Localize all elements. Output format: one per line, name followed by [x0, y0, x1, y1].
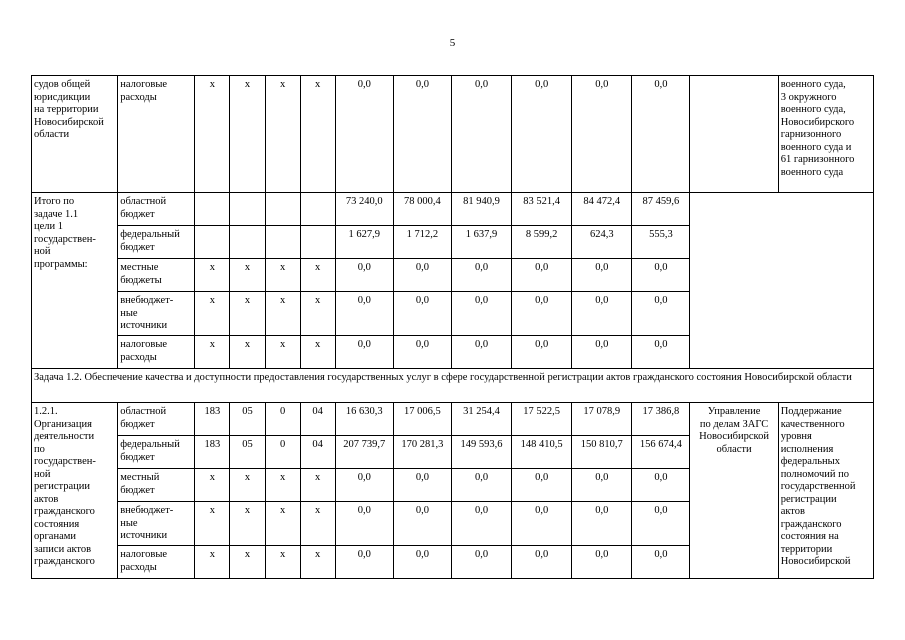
amount-cell: 0,0: [572, 469, 632, 502]
table-row-measure: [32, 403, 874, 436]
amount-cell: 78 000,4: [393, 193, 451, 226]
code-cell: x: [195, 469, 230, 502]
amount-cell: 0,0: [632, 76, 690, 193]
total-source-cell: налоговые расходы: [118, 336, 195, 369]
measure-source-cell: федеральный бюджет: [118, 436, 195, 469]
amount-cell: 0,0: [335, 502, 393, 546]
table-row-top: [32, 76, 874, 193]
amount-cell: 0,0: [512, 292, 572, 336]
amount-cell: 0,0: [393, 76, 451, 193]
amount-cell: 0,0: [632, 502, 690, 546]
amount-cell: 0,0: [393, 469, 451, 502]
amount-cell: 170 281,3: [393, 436, 451, 469]
amount-cell: 148 410,5: [512, 436, 572, 469]
code-cell: 183: [195, 436, 230, 469]
task-heading-cell: Задача 1.2. Обеспечение качества и доступности предоставления государственных услуг в сфере государственной регистрации актов гражданского состояния Новосибирской области: [32, 369, 874, 403]
code-cell: x: [230, 502, 265, 546]
code-cell: 0: [265, 436, 300, 469]
amount-cell: 156 674,4: [632, 436, 690, 469]
code-cell: [195, 193, 230, 226]
amount-cell: 0,0: [632, 336, 690, 369]
amount-cell: 17 006,5: [393, 403, 451, 436]
code-cell: x: [300, 502, 335, 546]
amount-cell: 73 240,0: [335, 193, 393, 226]
responsible-cell: Управление по делам ЗАГС Новосибирской области: [690, 403, 778, 579]
table-row-task: [32, 369, 874, 403]
code-cell: x: [195, 292, 230, 336]
code-cell: x: [230, 76, 265, 193]
code-cell: x: [230, 292, 265, 336]
amount-cell: 0,0: [512, 76, 572, 193]
code-cell: x: [265, 502, 300, 546]
amount-cell: 0,0: [335, 292, 393, 336]
amount-cell: 0,0: [451, 469, 511, 502]
measure-name-cell: судов общей юрисдикции на территории Новосибирской области: [32, 76, 118, 193]
total-source-cell: местные бюджеты: [118, 259, 195, 292]
code-cell: x: [265, 469, 300, 502]
code-cell: x: [265, 336, 300, 369]
code-cell: x: [265, 292, 300, 336]
code-cell: x: [195, 502, 230, 546]
total-source-cell: федеральный бюджет: [118, 226, 195, 259]
empty-cell: [690, 193, 874, 369]
amount-cell: 0,0: [451, 259, 511, 292]
amount-cell: 0,0: [451, 76, 511, 193]
code-cell: x: [230, 546, 265, 579]
measure-name-cell: 1.2.1. Организация деятельности по государствен- ной регистрации актов гражданского состояния органами записи актов гражданского: [32, 403, 118, 579]
code-cell: [300, 226, 335, 259]
amount-cell: 0,0: [393, 292, 451, 336]
code-cell: x: [230, 469, 265, 502]
total-label-cell: Итого по задаче 1.1 цели 1 государствен- ной программы:: [32, 193, 118, 369]
amount-cell: 0,0: [632, 292, 690, 336]
code-cell: x: [265, 76, 300, 193]
amount-cell: 0,0: [572, 76, 632, 193]
code-cell: x: [230, 336, 265, 369]
code-cell: x: [265, 546, 300, 579]
amount-cell: 0,0: [335, 546, 393, 579]
amount-cell: 0,0: [335, 259, 393, 292]
responsible-cell: [690, 76, 778, 193]
code-cell: x: [195, 336, 230, 369]
amount-cell: 0,0: [512, 546, 572, 579]
program-table: [31, 75, 874, 579]
code-cell: [300, 193, 335, 226]
code-cell: 05: [230, 403, 265, 436]
table-row-total: [32, 193, 874, 226]
code-cell: x: [300, 469, 335, 502]
code-cell: [230, 193, 265, 226]
code-cell: x: [195, 259, 230, 292]
amount-cell: 81 940,9: [451, 193, 511, 226]
code-cell: 04: [300, 403, 335, 436]
measure-source-cell: внебюджет- ные источники: [118, 502, 195, 546]
amount-cell: 87 459,6: [632, 193, 690, 226]
code-cell: x: [230, 259, 265, 292]
amount-cell: 0,0: [572, 259, 632, 292]
measure-source-cell: местный бюджет: [118, 469, 195, 502]
code-cell: x: [195, 76, 230, 193]
code-cell: 0: [265, 403, 300, 436]
amount-cell: 0,0: [512, 502, 572, 546]
amount-cell: 31 254,4: [451, 403, 511, 436]
amount-cell: 0,0: [393, 546, 451, 579]
amount-cell: 0,0: [632, 259, 690, 292]
amount-cell: 0,0: [512, 336, 572, 369]
amount-cell: 150 810,7: [572, 436, 632, 469]
amount-cell: 0,0: [572, 336, 632, 369]
amount-cell: 0,0: [451, 336, 511, 369]
amount-cell: 1 637,9: [451, 226, 511, 259]
code-cell: [230, 226, 265, 259]
amount-cell: 0,0: [335, 336, 393, 369]
amount-cell: 17 522,5: [512, 403, 572, 436]
amount-cell: 0,0: [572, 546, 632, 579]
amount-cell: 1 712,2: [393, 226, 451, 259]
amount-cell: 1 627,9: [335, 226, 393, 259]
code-cell: x: [265, 259, 300, 292]
amount-cell: 0,0: [393, 502, 451, 546]
code-cell: x: [300, 259, 335, 292]
amount-cell: 0,0: [393, 259, 451, 292]
amount-cell: 0,0: [632, 469, 690, 502]
amount-cell: 16 630,3: [335, 403, 393, 436]
amount-cell: 8 599,2: [512, 226, 572, 259]
table-body: [32, 76, 874, 579]
code-cell: x: [300, 76, 335, 193]
code-cell: 183: [195, 403, 230, 436]
amount-cell: 207 739,7: [335, 436, 393, 469]
amount-cell: 0,0: [335, 76, 393, 193]
amount-cell: 624,3: [572, 226, 632, 259]
measure-source-cell: налоговые расходы: [118, 546, 195, 579]
code-cell: x: [195, 546, 230, 579]
amount-cell: 0,0: [572, 292, 632, 336]
code-cell: 05: [230, 436, 265, 469]
code-cell: x: [300, 546, 335, 579]
code-cell: 04: [300, 436, 335, 469]
code-cell: [195, 226, 230, 259]
code-cell: [265, 193, 300, 226]
amount-cell: 0,0: [393, 336, 451, 369]
amount-cell: 0,0: [335, 469, 393, 502]
amount-cell: 0,0: [512, 259, 572, 292]
measure-source-cell: областной бюджет: [118, 403, 195, 436]
result-cell: военного суда, 3 окружного военного суда, Новосибирского гарнизонного военного суда и 61 гарнизонного военного суда: [778, 76, 873, 193]
code-cell: x: [300, 336, 335, 369]
top-source-cell: налоговые расходы: [118, 76, 195, 193]
total-source-cell: внебюджет- ные источники: [118, 292, 195, 336]
page-number: 5: [449, 37, 456, 49]
code-cell: x: [300, 292, 335, 336]
result-cell: Поддержание качественного уровня исполнения федеральных полномочий по государственной регистрации актов гражданского состояния на территории Новосибирской: [778, 403, 873, 579]
amount-cell: 0,0: [632, 546, 690, 579]
amount-cell: 0,0: [572, 502, 632, 546]
code-cell: [265, 226, 300, 259]
amount-cell: 17 078,9: [572, 403, 632, 436]
total-source-cell: областной бюджет: [118, 193, 195, 226]
amount-cell: 0,0: [512, 469, 572, 502]
amount-cell: 17 386,8: [632, 403, 690, 436]
amount-cell: 83 521,4: [512, 193, 572, 226]
amount-cell: 0,0: [451, 546, 511, 579]
amount-cell: 555,3: [632, 226, 690, 259]
amount-cell: 149 593,6: [451, 436, 511, 469]
amount-cell: 84 472,4: [572, 193, 632, 226]
amount-cell: 0,0: [451, 292, 511, 336]
amount-cell: 0,0: [451, 502, 511, 546]
